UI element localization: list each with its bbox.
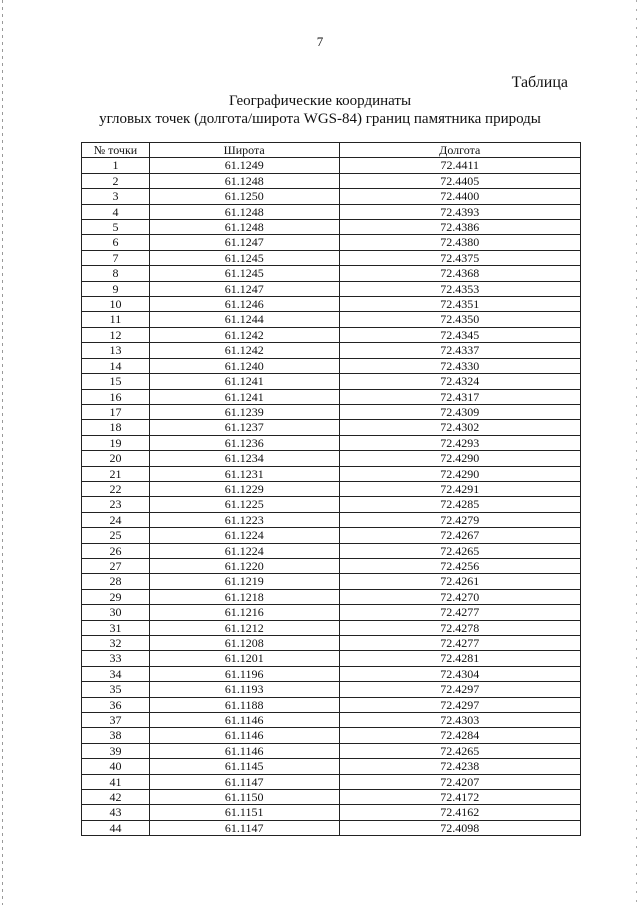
table-row <box>82 790 581 805</box>
table-row <box>82 374 581 389</box>
table-row <box>82 543 581 558</box>
cell-latitude: 61.1212 <box>149 620 339 635</box>
cell-point-number: 36 <box>82 697 150 712</box>
table-row <box>82 558 581 573</box>
table-row <box>82 235 581 250</box>
cell-longitude: 72.4162 <box>339 805 581 820</box>
cell-point-number: 39 <box>82 743 150 758</box>
cell-longitude: 72.4284 <box>339 728 581 743</box>
table-row <box>82 743 581 758</box>
cell-point-number: 15 <box>82 374 150 389</box>
cell-longitude: 72.4297 <box>339 697 581 712</box>
cell-longitude: 72.4278 <box>339 620 581 635</box>
cell-longitude: 72.4380 <box>339 235 581 250</box>
table-row <box>82 759 581 774</box>
cell-point-number: 1 <box>82 158 150 173</box>
table-caption: Таблица <box>511 74 568 91</box>
cell-latitude: 61.1220 <box>149 558 339 573</box>
cell-latitude: 61.1241 <box>149 374 339 389</box>
cell-latitude: 61.1240 <box>149 358 339 373</box>
cell-longitude: 72.4207 <box>339 774 581 789</box>
header-latitude: Широта <box>149 143 339 158</box>
cell-point-number: 22 <box>82 481 150 496</box>
cell-latitude: 61.1146 <box>149 713 339 728</box>
cell-latitude: 61.1216 <box>149 605 339 620</box>
cell-point-number: 8 <box>82 266 150 281</box>
table-row <box>82 281 581 296</box>
coordinates-table <box>81 142 581 836</box>
document-title-line-2: угловых точек (долгота/широта WGS-84) границ памятника природы <box>99 111 541 127</box>
cell-longitude: 72.4302 <box>339 420 581 435</box>
cell-point-number: 34 <box>82 666 150 681</box>
cell-point-number: 44 <box>82 820 150 835</box>
cell-point-number: 20 <box>82 451 150 466</box>
cell-latitude: 61.1224 <box>149 528 339 543</box>
table-row <box>82 297 581 312</box>
cell-latitude: 61.1208 <box>149 636 339 651</box>
table-row <box>82 451 581 466</box>
cell-point-number: 33 <box>82 651 150 666</box>
cell-longitude: 72.4303 <box>339 713 581 728</box>
cell-longitude: 72.4337 <box>339 343 581 358</box>
table-row <box>82 250 581 265</box>
cell-latitude: 61.1246 <box>149 297 339 312</box>
table-row <box>82 466 581 481</box>
table-row <box>82 605 581 620</box>
cell-longitude: 72.4290 <box>339 451 581 466</box>
table-row <box>82 713 581 728</box>
cell-longitude: 72.4290 <box>339 466 581 481</box>
cell-latitude: 61.1236 <box>149 435 339 450</box>
document-title-line-1: Географические координаты <box>228 93 412 109</box>
cell-latitude: 61.1196 <box>149 666 339 681</box>
cell-latitude: 61.1247 <box>149 281 339 296</box>
cell-point-number: 40 <box>82 759 150 774</box>
cell-point-number: 12 <box>82 327 150 342</box>
cell-point-number: 32 <box>82 636 150 651</box>
cell-point-number: 41 <box>82 774 150 789</box>
cell-point-number: 4 <box>82 204 150 219</box>
cell-point-number: 24 <box>82 512 150 527</box>
cell-point-number: 43 <box>82 805 150 820</box>
table-row <box>82 728 581 743</box>
cell-longitude: 72.4405 <box>339 173 581 188</box>
cell-point-number: 6 <box>82 235 150 250</box>
cell-point-number: 21 <box>82 466 150 481</box>
cell-longitude: 72.4368 <box>339 266 581 281</box>
cell-longitude: 72.4375 <box>339 250 581 265</box>
table-row <box>82 682 581 697</box>
cell-latitude: 61.1242 <box>149 343 339 358</box>
table-row <box>82 697 581 712</box>
cell-point-number: 30 <box>82 605 150 620</box>
cell-point-number: 38 <box>82 728 150 743</box>
cell-latitude: 61.1229 <box>149 481 339 496</box>
table-row <box>82 636 581 651</box>
table-row <box>82 497 581 512</box>
table-row <box>82 620 581 635</box>
cell-point-number: 3 <box>82 189 150 204</box>
table-row <box>82 173 581 188</box>
scan-edge-left <box>2 0 3 905</box>
cell-point-number: 11 <box>82 312 150 327</box>
table-row <box>82 327 581 342</box>
cell-longitude: 72.4172 <box>339 790 581 805</box>
cell-latitude: 61.1219 <box>149 574 339 589</box>
table-row <box>82 358 581 373</box>
cell-point-number: 10 <box>82 297 150 312</box>
cell-longitude: 72.4345 <box>339 327 581 342</box>
cell-latitude: 61.1225 <box>149 497 339 512</box>
table-row <box>82 820 581 835</box>
cell-longitude: 72.4400 <box>339 189 581 204</box>
cell-latitude: 61.1242 <box>149 327 339 342</box>
cell-longitude: 72.4256 <box>339 558 581 573</box>
cell-point-number: 27 <box>82 558 150 573</box>
table-row <box>82 404 581 419</box>
cell-point-number: 9 <box>82 281 150 296</box>
cell-latitude: 61.1145 <box>149 759 339 774</box>
cell-latitude: 61.1248 <box>149 173 339 188</box>
table-row <box>82 343 581 358</box>
cell-point-number: 29 <box>82 589 150 604</box>
scan-edge-right <box>636 0 637 905</box>
cell-point-number: 26 <box>82 543 150 558</box>
cell-longitude: 72.4330 <box>339 358 581 373</box>
cell-longitude: 72.4386 <box>339 220 581 235</box>
table-row <box>82 805 581 820</box>
page-number: 7 <box>316 34 324 49</box>
cell-longitude: 72.4270 <box>339 589 581 604</box>
table-row <box>82 651 581 666</box>
table-row <box>82 589 581 604</box>
cell-longitude: 72.4309 <box>339 404 581 419</box>
cell-latitude: 61.1247 <box>149 235 339 250</box>
cell-longitude: 72.4293 <box>339 435 581 450</box>
table-row <box>82 189 581 204</box>
table-row <box>82 220 581 235</box>
cell-latitude: 61.1248 <box>149 204 339 219</box>
cell-longitude: 72.4353 <box>339 281 581 296</box>
cell-longitude: 72.4324 <box>339 374 581 389</box>
table-row <box>82 158 581 173</box>
cell-longitude: 72.4265 <box>339 743 581 758</box>
cell-longitude: 72.4098 <box>339 820 581 835</box>
cell-latitude: 61.1193 <box>149 682 339 697</box>
cell-latitude: 61.1231 <box>149 466 339 481</box>
cell-point-number: 5 <box>82 220 150 235</box>
cell-latitude: 61.1146 <box>149 728 339 743</box>
cell-longitude: 72.4304 <box>339 666 581 681</box>
cell-latitude: 61.1237 <box>149 420 339 435</box>
cell-point-number: 13 <box>82 343 150 358</box>
cell-point-number: 16 <box>82 389 150 404</box>
cell-point-number: 14 <box>82 358 150 373</box>
cell-longitude: 72.4291 <box>339 481 581 496</box>
cell-latitude: 61.1249 <box>149 158 339 173</box>
cell-point-number: 42 <box>82 790 150 805</box>
table-row <box>82 204 581 219</box>
cell-latitude: 61.1250 <box>149 189 339 204</box>
table-row <box>82 435 581 450</box>
cell-longitude: 72.4238 <box>339 759 581 774</box>
cell-latitude: 61.1234 <box>149 451 339 466</box>
cell-point-number: 7 <box>82 250 150 265</box>
cell-longitude: 72.4265 <box>339 543 581 558</box>
cell-longitude: 72.4277 <box>339 636 581 651</box>
table-row <box>82 528 581 543</box>
cell-latitude: 61.1245 <box>149 266 339 281</box>
cell-latitude: 61.1147 <box>149 820 339 835</box>
header-point-number: № точки <box>82 143 150 158</box>
cell-latitude: 61.1151 <box>149 805 339 820</box>
cell-latitude: 61.1223 <box>149 512 339 527</box>
cell-latitude: 61.1244 <box>149 312 339 327</box>
cell-latitude: 61.1239 <box>149 404 339 419</box>
cell-latitude: 61.1146 <box>149 743 339 758</box>
cell-point-number: 19 <box>82 435 150 450</box>
cell-point-number: 31 <box>82 620 150 635</box>
table-row <box>82 512 581 527</box>
cell-longitude: 72.4267 <box>339 528 581 543</box>
table-header-row <box>82 143 581 158</box>
cell-point-number: 35 <box>82 682 150 697</box>
cell-longitude: 72.4297 <box>339 682 581 697</box>
cell-longitude: 72.4285 <box>339 497 581 512</box>
cell-point-number: 17 <box>82 404 150 419</box>
table-row <box>82 574 581 589</box>
cell-longitude: 72.4351 <box>339 297 581 312</box>
cell-latitude: 61.1241 <box>149 389 339 404</box>
table-row <box>82 666 581 681</box>
cell-latitude: 61.1188 <box>149 697 339 712</box>
cell-point-number: 25 <box>82 528 150 543</box>
cell-point-number: 28 <box>82 574 150 589</box>
cell-point-number: 2 <box>82 173 150 188</box>
cell-latitude: 61.1224 <box>149 543 339 558</box>
cell-longitude: 72.4317 <box>339 389 581 404</box>
table-row <box>82 481 581 496</box>
cell-point-number: 18 <box>82 420 150 435</box>
cell-latitude: 61.1245 <box>149 250 339 265</box>
cell-latitude: 61.1248 <box>149 220 339 235</box>
table-row <box>82 420 581 435</box>
cell-longitude: 72.4279 <box>339 512 581 527</box>
header-longitude: Долгота <box>339 143 581 158</box>
cell-longitude: 72.4281 <box>339 651 581 666</box>
cell-latitude: 61.1218 <box>149 589 339 604</box>
cell-latitude: 61.1150 <box>149 790 339 805</box>
table-row <box>82 774 581 789</box>
cell-longitude: 72.4261 <box>339 574 581 589</box>
cell-longitude: 72.4277 <box>339 605 581 620</box>
cell-longitude: 72.4411 <box>339 158 581 173</box>
table-row <box>82 389 581 404</box>
cell-longitude: 72.4350 <box>339 312 581 327</box>
cell-latitude: 61.1147 <box>149 774 339 789</box>
table-row <box>82 312 581 327</box>
table-row <box>82 266 581 281</box>
cell-point-number: 23 <box>82 497 150 512</box>
table-body <box>82 158 581 836</box>
cell-longitude: 72.4393 <box>339 204 581 219</box>
cell-point-number: 37 <box>82 713 150 728</box>
cell-latitude: 61.1201 <box>149 651 339 666</box>
